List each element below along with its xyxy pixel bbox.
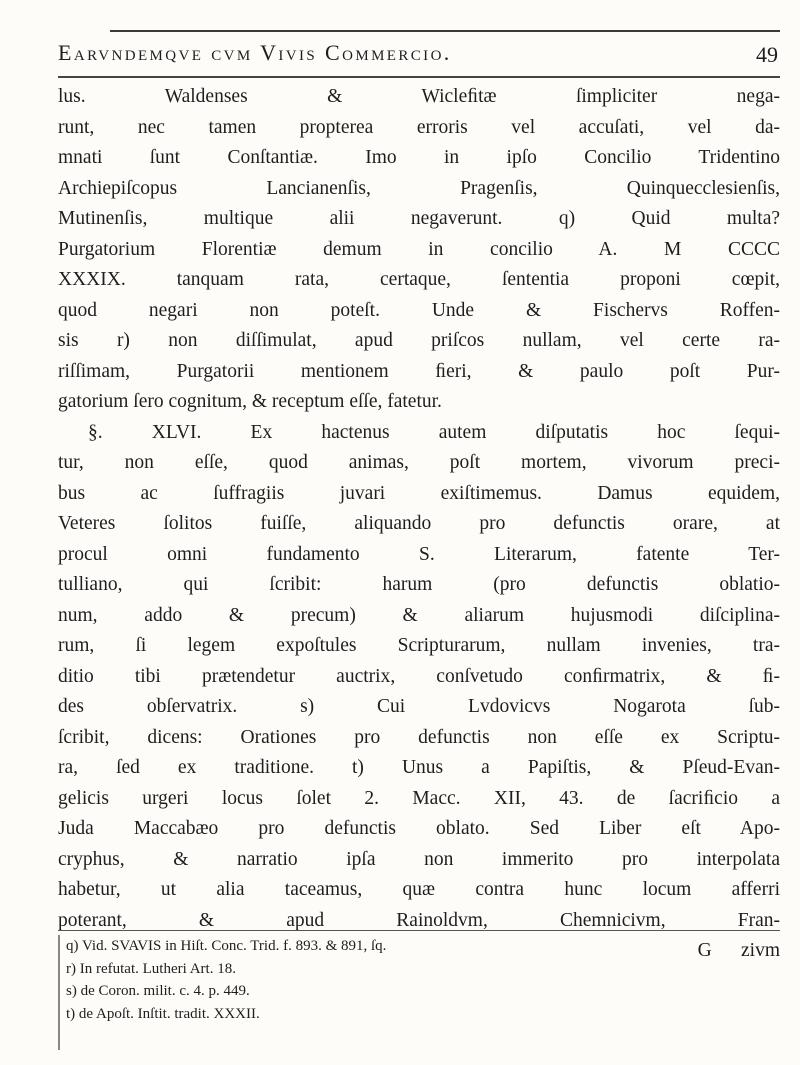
top-rule — [110, 30, 780, 32]
running-title: Earvndemqve cvm Vivis Commercio. — [58, 40, 452, 65]
text-line: sis r) non diſſimulat, apud priſcos nullam, vel certe ra- — [58, 330, 780, 351]
footnote-r: r) In refutat. Lutheri Art. 18. — [66, 960, 236, 977]
text-line: lus. Waldenses & Wicleﬁtæ ſimpliciter nega- — [58, 86, 780, 107]
text-line: bus ac ſuffragiis juvari exiſtimemus. Damus equidem, — [58, 482, 780, 504]
text-line: num, addo & precum) & aliarum hujusmodi diſciplina- — [58, 604, 780, 626]
footnotes — [66, 935, 766, 1025]
text-line: Purgatorium Florentiæ demum in concilio A. M CCCC — [58, 238, 780, 260]
running-head — [58, 40, 778, 74]
text-line: gelicis urgeri locus ſolet 2. Macc. XII, 43. de ſacriﬁcio a — [58, 787, 780, 809]
text-line: ditio tibi prætendetur auctrix, conſvetudo conﬁrmatrix, & ﬁ- — [58, 665, 780, 687]
head-rule — [58, 76, 780, 78]
text-line: Mutinenſis, multique alii negaverunt. q) Quid multa? — [58, 208, 780, 229]
text-line: cryphus, & narratio ipſa non immerito pro interpolata — [58, 848, 780, 870]
footnote-q: q) Vid. SVAVIS in Hiſt. Conc. Trid. f. 893. & 891, ſq. — [66, 938, 387, 954]
text-line: §. XLVI. Ex hactenus autem diſputatis hoc ſequi- — [88, 421, 780, 443]
text-line: des obſervatrix. s) Cui Lvdovicvs Nogarota ſub- — [58, 696, 780, 717]
text-line: ſcribit, dicens: Orationes pro defunctis non eſſe ex Scriptu- — [58, 726, 780, 748]
text-line: tur, non eſſe, quod animas, poſt mortem, vivorum preci- — [58, 452, 780, 473]
footnote-margin-bar — [58, 935, 60, 1050]
text-line: gatorium ſero cognitum, & receptum eſſe, fatetur. — [58, 391, 442, 412]
signature-catchword-line: G zivm — [697, 940, 780, 961]
footnote-t: t) de Apoſt. Inſtit. tradit. XXXII. — [66, 1005, 260, 1022]
text-line: habetur, ut alia taceamus, quæ contra hunc locum afferri — [58, 879, 780, 900]
footnote-rule — [58, 930, 780, 931]
text-line: ra, ſed ex traditione. t) Unus a Papiſtis, & Pſeud-Evan- — [58, 757, 780, 778]
page-number: 49 — [756, 42, 778, 67]
text-line: poterant, & apud Rainoldvm, Chemnicivm, Fran- — [58, 909, 780, 931]
text-line: tulliano, qui ſcribit: harum (pro defunctis oblatio- — [58, 574, 780, 595]
body-text — [58, 82, 780, 967]
text-line: quod negari non poteſt. Unde & Fischervs Roffen- — [58, 299, 780, 321]
text-line: Juda Maccabæo pro defunctis oblato. Sed Liber eſt Apo- — [58, 818, 780, 839]
text-line: Archiepiſcopus Lancianenſis, Pragenſis, Quinquecclesienſis, — [58, 177, 780, 199]
text-line: riſſimam, Purgatorii mentionem ﬁeri, & paulo poſt Pur- — [58, 360, 780, 382]
text-line: XXXIX. tanquam rata, certaque, ſententia proponi cœpit, — [58, 269, 780, 290]
footnote-s: s) de Coron. milit. c. 4. p. 449. — [66, 983, 250, 999]
text-line: procul omni fundamento S. Literarum, fatente Ter- — [58, 543, 780, 565]
text-line: runt, nec tamen propterea erroris vel accuſati, vel da- — [58, 116, 780, 138]
text-line: rum, ſi legem expoſtules Scripturarum, nullam invenies, tra- — [58, 635, 780, 656]
text-line: mnati ſunt Conſtantiæ. Imo in ipſo Concilio Tridentino — [58, 147, 780, 168]
text-line: Veteres ſolitos fuiſſe, aliquando pro defunctis orare, at — [58, 513, 780, 534]
